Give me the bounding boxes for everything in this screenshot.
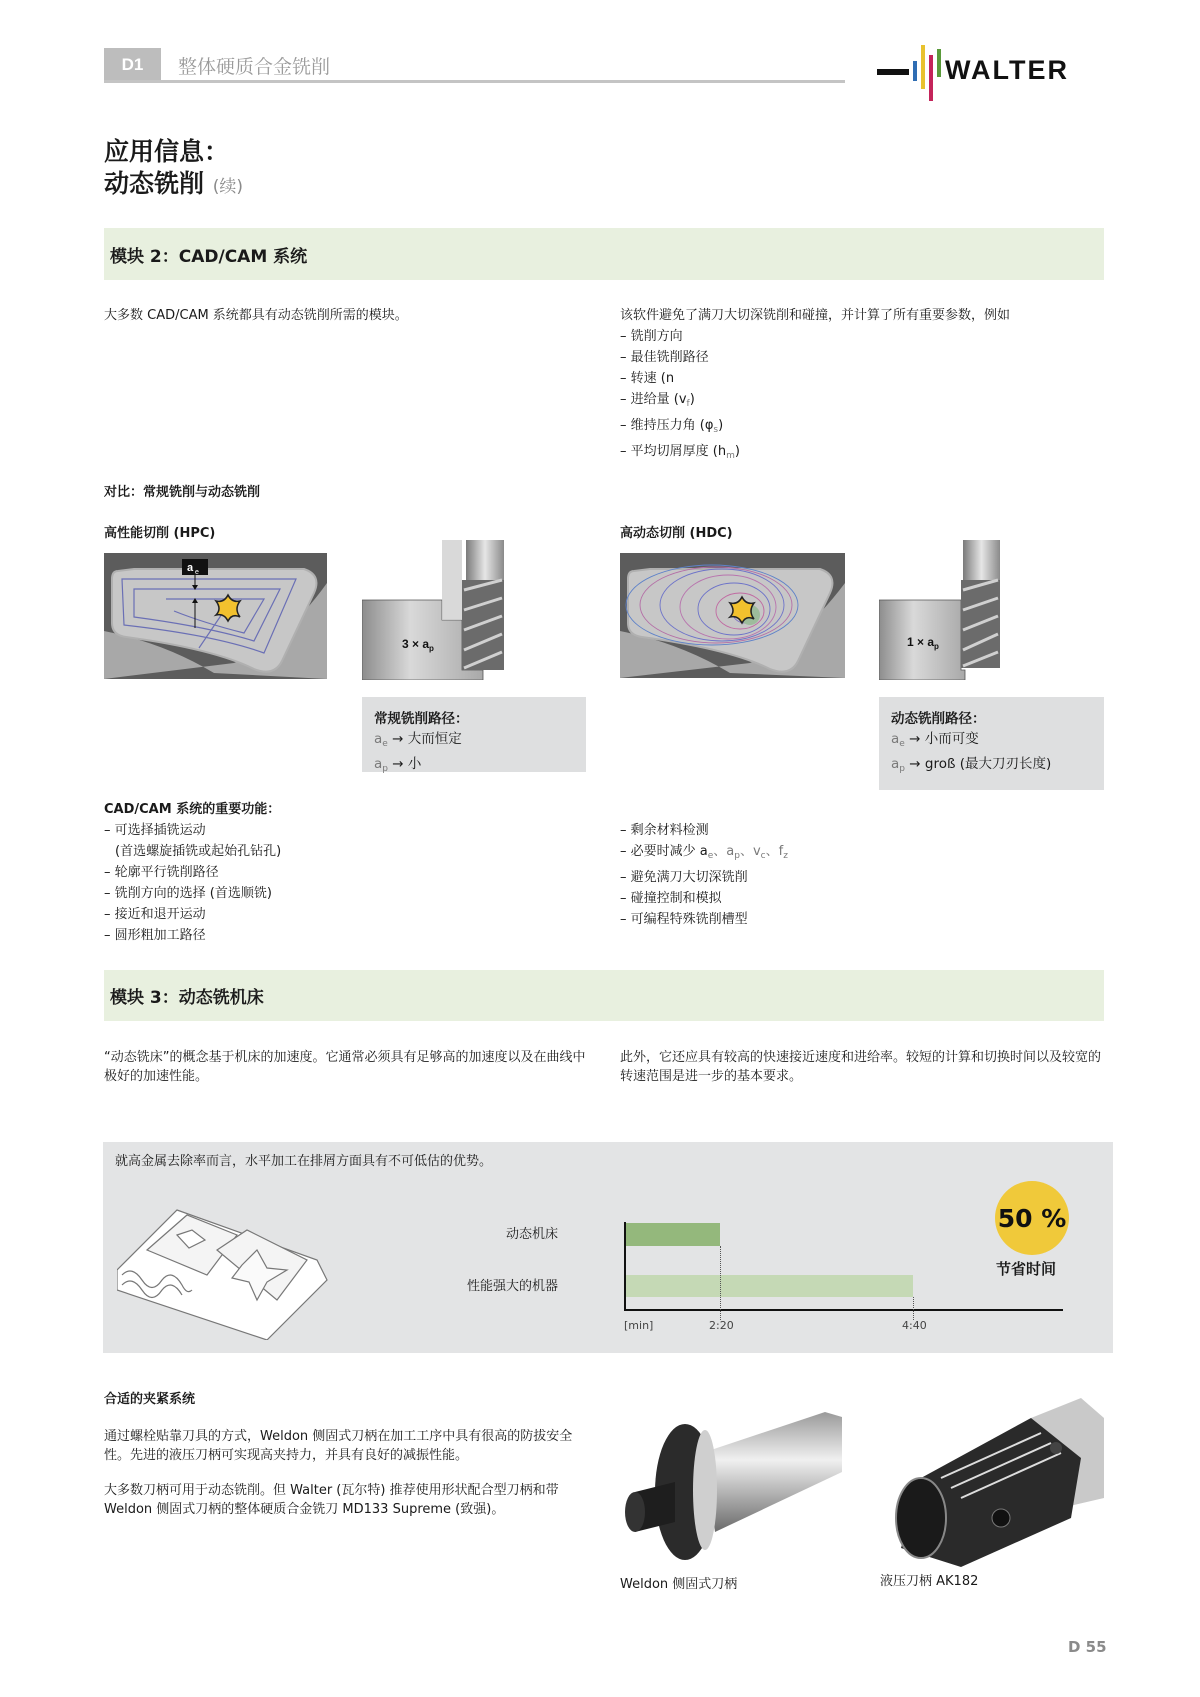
hdc-caption-ae: $a_e$ → 小而可变: [891, 731, 979, 749]
feature-item: – 剩余材料检测: [620, 823, 709, 838]
param-intro: 该软件避免了满刀大切深铣削和碰撞，并计算了所有重要参数，例如: [620, 308, 1011, 323]
weldon-holder-image: [615, 1412, 842, 1568]
cadcam-features-list-right: [620, 820, 788, 930]
workpiece-illustration: [117, 1190, 347, 1340]
x-tick-4-40: 4:40: [902, 1319, 927, 1332]
page-number: D 55: [1068, 1638, 1107, 1656]
param-item: – 维持压力角 $(\varphi_s)$: [620, 418, 724, 435]
machining-time-chart-panel: [103, 1142, 1113, 1353]
savings-badge: 50 %: [995, 1181, 1069, 1255]
svg-text:1 × ap: $1 \times a_p$: [907, 635, 939, 651]
chart-caption: 就高金属去除率而言，水平加工在排屑方面具有不可低估的优势。: [115, 1154, 493, 1169]
section-code-badge: D1: [104, 48, 161, 82]
param-item: – 平均切屑厚度 $(h_m)$: [620, 444, 740, 461]
hydraulic-chuck-image: [881, 1398, 1104, 1567]
walter-logo: [877, 45, 1104, 103]
feature-item: – 轮廓平行铣削路径: [104, 865, 219, 880]
svg-text:3 × ap: $3 \times a_p$: [402, 637, 434, 653]
weldon-holder-caption: Weldon 侧固式刀柄: [620, 1577, 738, 1592]
svg-text:WALTER: WALTER: [945, 55, 1069, 85]
features-title: CAD/CAM 系统的重要功能：: [104, 802, 281, 817]
param-item: – 铣削方向: [620, 329, 683, 344]
param-item: – 进给量 $(v_f)$: [620, 392, 695, 409]
feature-item: – 避免满刀大切深铣削: [620, 870, 748, 885]
hpc-caption-ae: $a_e$ → 大而恒定: [374, 731, 462, 749]
param-item: – 最佳铣削路径: [620, 350, 709, 365]
svg-text:e: e: [195, 569, 199, 576]
feature-item: – 可选择插铣运动: [104, 823, 206, 838]
bar-label-powerful-machine: 性能强大的机器: [466, 1279, 558, 1294]
chart-x-axis: [624, 1309, 1063, 1311]
module2-header: [104, 228, 1104, 280]
hydraulic-chuck-caption: 液压刀柄 AK182: [880, 1574, 979, 1589]
hdc-caption-ap: $a_p$ → groß (最大刀刃长度): [891, 756, 1052, 774]
clamping-paragraph-2: 大多数刀柄可用于动态铣削。但 Walter (瓦尔特) 推荐使用形状配合型刀柄和带 Weldon 侧固式刀柄的整体硬质合金铣刀 MD133 Supreme (致强)。: [104, 1483, 559, 1517]
hpc-toolpath-diagram: [104, 553, 327, 679]
feature-item: – 接近和退开运动: [104, 907, 206, 922]
tick-guide-2-20: [720, 1246, 721, 1320]
module3-heading: 模块 3：动态铣机床: [110, 988, 264, 1008]
module3-text-right: 此外，它还应具有较高的快速接近速度和进给率。较短的计算和切换时间以及较宽的转速范围是进一步的基本要求。: [620, 1050, 1102, 1084]
cadcam-features-list: [104, 799, 281, 946]
bar-dynamic-machine: [626, 1223, 720, 1246]
hdc-caption-title: 动态铣削路径：: [891, 711, 986, 727]
feature-item: – 圆形粗加工路径: [104, 928, 206, 943]
bar-label-dynamic-machine: 动态机床: [505, 1227, 558, 1242]
module2-param-list: [620, 306, 1110, 466]
page-title-line1: 应用信息：: [104, 137, 230, 166]
hpc-tool-engagement-diagram: [362, 540, 504, 680]
feature-item: – 铣削方向的选择 (首选顺铣): [104, 886, 272, 901]
clamping-paragraph-1: 通过螺栓贴靠刀具的方式，Weldon 侧固式刀柄在加工工序中具有很高的防拔安全性。先进的液压刀柄可实现高夹持力，并具有良好的减振性能。: [104, 1429, 573, 1463]
page-title-main: 动态铣削: [104, 169, 205, 198]
clamping-title: 合适的夹紧系统: [104, 1392, 196, 1407]
feature-item: – 可编程特殊铣削槽型: [620, 912, 748, 927]
hdc-toolpath-diagram: [620, 553, 845, 678]
feature-item-note: (首选螺旋插铣或起始孔钻孔): [115, 844, 282, 859]
hpc-label: 高性能切削 (HPC): [104, 526, 216, 541]
x-axis-unit: [min]: [624, 1319, 654, 1332]
page-title-line2: [104, 168, 243, 203]
tick-guide-4-40: [913, 1297, 914, 1320]
hdc-label: 高动态切削 (HDC): [620, 526, 733, 541]
feature-item: – 碰撞控制和模拟: [620, 891, 722, 906]
x-tick-2-20: 2:20: [709, 1319, 734, 1332]
hdc-tool-engagement-diagram: [879, 540, 1000, 680]
hdc-caption-box: [879, 697, 1104, 790]
savings-label: 节省时间: [996, 1260, 1057, 1278]
hpc-caption-title: 常规铣削路径：: [374, 711, 469, 727]
param-item: – 转速 (n: [620, 371, 675, 386]
comparison-title: 对比：常规铣削与动态铣削: [104, 485, 261, 500]
module3-header: [104, 970, 1104, 1021]
module2-intro: 大多数 CAD/CAM 系统都具有动态铣削所需的模块。: [104, 308, 408, 323]
module3-text-left: “动态铣床”的概念基于机床的加速度。它通常必须具有足够高的加速度以及在曲线中极好的加速性能。: [104, 1050, 586, 1084]
hpc-caption-ap: $a_p$ → 小: [374, 756, 422, 774]
header-divider: [104, 80, 845, 83]
continued-label: (续): [212, 177, 243, 197]
bar-powerful-machine: [626, 1275, 913, 1297]
module2-heading: 模块 2：CAD/CAM 系统: [110, 246, 308, 267]
hpc-caption-box: [362, 697, 586, 772]
chapter-title: 整体硬质合金铣削: [178, 57, 331, 78]
feature-item: – 必要时减少 $a_e$、$a_p$、$v_c$、$f_z$: [620, 844, 788, 861]
svg-text:a: a: [187, 562, 194, 574]
